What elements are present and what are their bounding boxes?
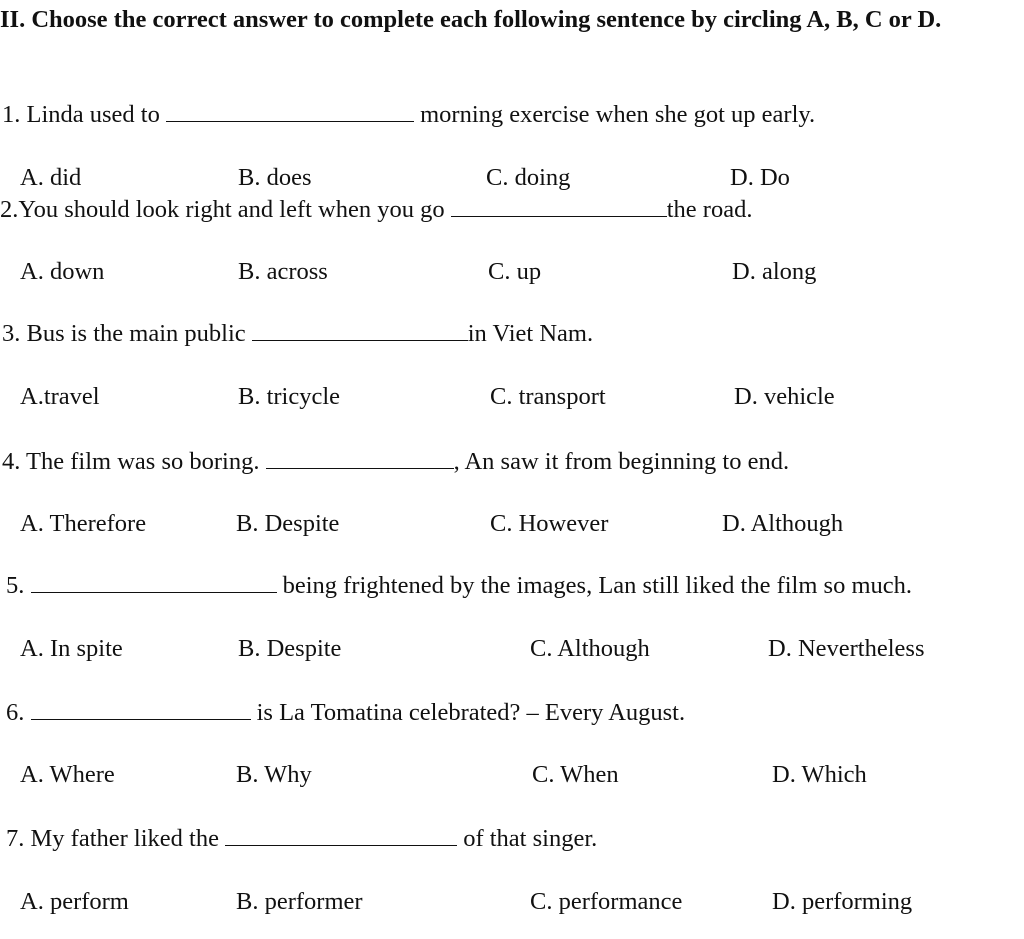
- question-7-text-after: of that singer.: [457, 825, 598, 852]
- question-4-text-before: 4. The film was so boring.: [2, 448, 266, 475]
- question-3: [2, 319, 593, 349]
- exercise-title: II. Choose the correct answer to complete each following sentence by circling A, B, C or D.: [0, 6, 942, 33]
- question-1: [2, 100, 815, 130]
- question-4-text-after: , An saw it from beginning to end.: [453, 448, 790, 475]
- question-4: [2, 447, 789, 477]
- question-2-option-d[interactable]: D. along: [732, 258, 817, 285]
- question-6-blank[interactable]: [31, 699, 251, 720]
- question-3-text-after: in Viet Nam.: [467, 320, 594, 347]
- question-4-option-a[interactable]: A. Therefore: [20, 510, 147, 537]
- question-2: [0, 195, 752, 225]
- question-3-option-c[interactable]: C. transport: [490, 383, 606, 410]
- question-4-option-b[interactable]: B. Despite: [236, 510, 340, 537]
- question-5-text-after: being frightened by the images, Lan still liked the film so much.: [276, 572, 913, 599]
- question-3-text-before: 3. Bus is the main public: [2, 320, 252, 347]
- question-7-option-a[interactable]: A. perform: [20, 888, 129, 915]
- question-1-option-a[interactable]: A. did: [20, 164, 82, 191]
- question-1-text-before: 1. Linda used to: [2, 101, 166, 128]
- question-7-option-d[interactable]: D. performing: [772, 888, 913, 915]
- question-5-option-c[interactable]: C. Although: [530, 635, 650, 662]
- question-5-option-a[interactable]: A. In spite: [20, 635, 123, 662]
- question-3-option-b[interactable]: B. tricycle: [238, 383, 341, 410]
- question-6-text-after: is La Tomatina celebrated? – Every August.: [250, 699, 686, 726]
- question-5-option-b[interactable]: B. Despite: [238, 635, 342, 662]
- question-2-option-c[interactable]: C. up: [488, 258, 542, 285]
- question-2-text-after: the road.: [666, 196, 753, 223]
- question-7-option-c[interactable]: C. performance: [530, 888, 683, 915]
- question-4-option-c[interactable]: C. However: [490, 510, 609, 537]
- question-3-option-d[interactable]: D. vehicle: [734, 383, 835, 410]
- question-1-option-c[interactable]: C. doing: [486, 164, 571, 191]
- question-1-text-after: morning exercise when she got up early.: [414, 101, 816, 128]
- question-7-blank[interactable]: [225, 825, 457, 846]
- question-5-option-d[interactable]: D. Nevertheless: [768, 635, 925, 662]
- question-3-blank[interactable]: [252, 320, 468, 341]
- question-5-text-before: 5.: [6, 572, 31, 599]
- question-4-blank[interactable]: [266, 448, 454, 469]
- question-6-text-before: 6.: [6, 699, 31, 726]
- question-7-option-b[interactable]: B. performer: [236, 888, 363, 915]
- question-2-blank[interactable]: [451, 196, 667, 217]
- question-6-option-c[interactable]: C. When: [532, 761, 619, 788]
- question-7: [6, 824, 597, 854]
- question-2-text-before: 2.You should look right and left when you go: [0, 196, 451, 223]
- question-3-option-a[interactable]: A.travel: [20, 383, 100, 410]
- question-2-option-b[interactable]: B. across: [238, 258, 328, 285]
- question-5-blank[interactable]: [31, 572, 277, 593]
- question-6-option-a[interactable]: A. Where: [20, 761, 115, 788]
- question-1-option-d[interactable]: D. Do: [730, 164, 790, 191]
- question-5: [6, 571, 912, 601]
- question-6-option-b[interactable]: B. Why: [236, 761, 312, 788]
- question-2-option-a[interactable]: A. down: [20, 258, 105, 285]
- question-1-blank[interactable]: [166, 101, 414, 122]
- question-6: [6, 698, 685, 728]
- question-1-option-b[interactable]: B. does: [238, 164, 312, 191]
- question-7-text-before: 7. My father liked the: [6, 825, 226, 852]
- question-6-option-d[interactable]: D. Which: [772, 761, 867, 788]
- question-4-option-d[interactable]: D. Although: [722, 510, 844, 537]
